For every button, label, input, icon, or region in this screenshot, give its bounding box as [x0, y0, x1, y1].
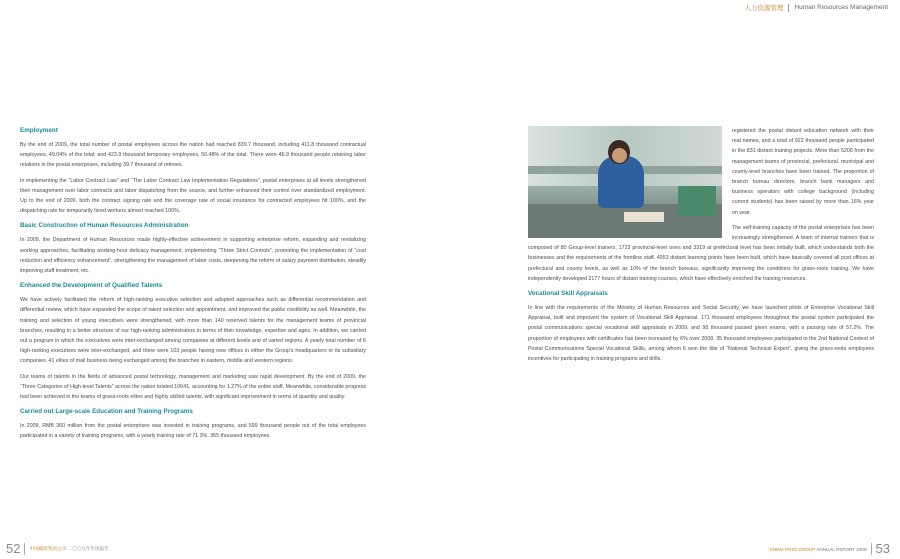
footer-right-text: [770, 547, 867, 552]
section-title-vocational: Vocational Skill Appraisals: [528, 290, 608, 298]
footer-left-report: 二〇〇九年年度报告: [67, 546, 109, 551]
employment-paragraph-2: In implementing the “Labor Contract Law” and “The Labor Contract Law Implementation Regulations”, postal enterprises at all levels strengthened their management over labor contracts and labor dispatching from the source, and further enhanced their control over standardized employment. Up to the end of 2009, both the contract signing rate and the coverage rate of social insurance for contracted employees hit 100%, and the dispatching rate for temporarily hired workers almost reached 100%.: [20, 177, 366, 215]
header-english-title: Human Resources Management: [794, 4, 888, 11]
footer-divider-right: [871, 543, 872, 555]
section-title-training: Carried out Large-scale Education and Training Programs: [20, 408, 193, 416]
section-title-talents: Enhanced the Development of Qualified Talents: [20, 282, 163, 290]
footer-left: [6, 542, 109, 556]
footer-left-text: [29, 546, 108, 552]
worker-photo: [528, 126, 722, 238]
page-number-right: 53: [875, 541, 890, 556]
distance-education-paragraph: registered the postal distant education network with their real names, and a total of 922 thousand people participated in the 831 distant training projects. More than 5200 from the management teams of provincial, prefectural, municipal and county-level branches have been trained. The proportion of branch bureau directors, branch bank managers and business operators with college background (including current students) has been raised by more than 16% year on year.: [732, 128, 874, 216]
header-separator: [788, 4, 789, 12]
vocational-paragraph: In line with the requirements of the Ministry of Human Resources and Social Security, we have launched pilots of Enterprise Vocational Skill Appraisal, built and improved the system of Vocational Skill Appraisal. 171 thousand employees throughout the postal system participated the postal communications special vocational skill appraisals in 2009, and 98 thousand passed given exams, with a passing rate of 57.2%. The proportion of employees with certificates has been increased by 6% over 2008. 35 thousand employees participated in the 2nd National Contest of Postal Communications Special Vocational Skills, among whom 6 won the title of “National Technical Expert”, giving the grass-roots employees incentives for participating in training programs and drills.: [528, 305, 874, 363]
running-header: [744, 3, 888, 12]
right-column: [528, 126, 874, 369]
header-chinese-title: 人力资源管理: [744, 5, 784, 12]
section-title-employment: Employment: [20, 127, 58, 134]
section-title-basic-construction: Basic Construction of Human Resources Administration: [20, 222, 189, 230]
footer-right-brand: CHINA POST GROUP: [769, 546, 816, 552]
page-number-left: 52: [6, 541, 21, 556]
self-training-paragraph: The self-training capacity of the postal enterprises has been increasingly strengthened. A team of internal trainers that is composed of 80 Group-level trainers, 1723 provincial-level ones and 3319 at prefectural level has been initially built, which understands both the businesses and the requirements of the frontline staff. 4953 distant learning points have been built, which have basically covered all post offices at prefectural and county levels, as well as 10% of the branch bureaus, significantly improving the conditions for grass-roots training. We have independently developed 2177 hours of distant training courses, which have effectively enriched the training resources.: [528, 224, 874, 282]
footer-right: [770, 542, 891, 556]
left-column: [20, 126, 366, 447]
talents-paragraph-2: Our teams of talents in the fields of advanced postal technology, management and marketing saw rapid development. By the end of 2009, the “Three Categories of High-level Talents” across the nation totaled 10641, accounting for 1.27% of the entire staff. Meanwhile, considerable progress had been achieved in the teams of grass-roots elites and highly skilled talents, with significant improvement in terms of quantity and quality.: [20, 373, 366, 401]
talents-paragraph-1: We have actively facilitated the reform of high-ranking executive selection and adopted approaches such as differential recommendation and differential review, which have expanded the scope of talent selection and appointment, and improved the public credibility as well. Meanwhile, the training and selection of young executives were strengthened, with more than 140 reserved talents for the management teams of provincial branches, resulting in a better structure of our high-ranking administrators in terms of their knowledge, expertise and ages. In addition, we carried out a program in which the executives were inter-exchanged among companies at different levels and of varied regions. A yearly total number of 6 high-ranking executives were inter-exchanged, and there were 103 people having new offices in either the Group's headquarters or its subsidiary companies, 41 elites of mail business being exchanged among the branches in eastern, middle and western regions.: [20, 297, 366, 365]
employment-paragraph-1: By the end of 2009, the total number of postal employees across the nation had reached 839.7 thousand, including 411.8 thousand contractual employees, 49.04% of the total; and 423.9 thousand temporary employees, 50.48% of the total. There were 46.9 thousand people retaining labor relations in the postal enterprises, including 39.7 thousand of retirees.: [20, 142, 366, 169]
basic-construction-paragraph: In 2009, the Department of Human Resources made highly-effective achievement in supporting enterprise reform, expanding and revitalizing working approaches, facilitating working-hour delicacy management, implementing “Three Strict Controls”, promoting the implementation of “cost reduction and efficiency enhancement”, strengthening the management of labor costs, deepening the reform of salary payment distribution, steadily improving staff treatment, etc.: [20, 237, 366, 275]
footer-divider-left: [24, 543, 25, 555]
footer-right-report: ANNUAL REPORT 2009: [816, 546, 867, 552]
training-paragraph: In 2009, RMB 360 million from the postal enterprises was invested in training programs, and 599 thousand people out of the total employees participated in a variety of training programs, with a yearly training rate of 71.3%. 365 thousand employees: [20, 423, 366, 440]
footer-left-company: 中国邮政集团公司: [29, 546, 67, 551]
